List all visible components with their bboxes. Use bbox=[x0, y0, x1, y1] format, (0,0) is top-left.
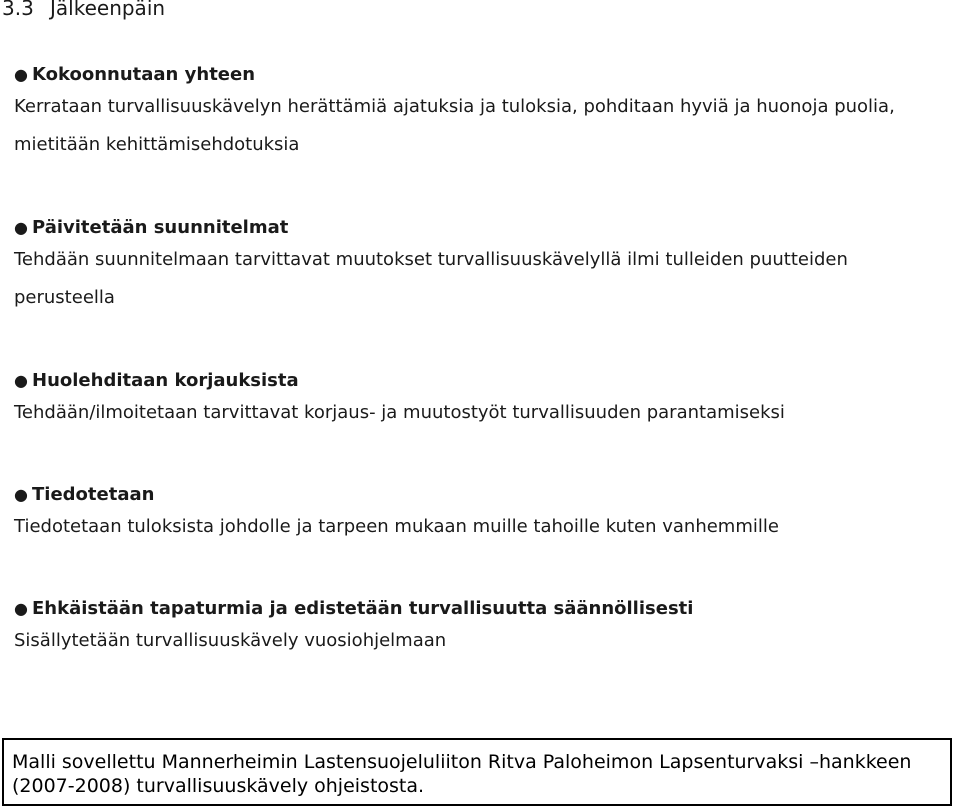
item-heading bbox=[14, 217, 944, 239]
item-heading bbox=[14, 370, 944, 392]
bullet-icon: ● bbox=[14, 65, 28, 84]
list-item bbox=[14, 484, 944, 546]
list-item bbox=[14, 64, 944, 164]
item-heading-text: Ehkäistään tapaturmia ja edistetään turvallisuutta säännöllisesti bbox=[32, 598, 694, 619]
bullet-icon: ● bbox=[14, 218, 28, 237]
item-heading bbox=[14, 598, 944, 620]
item-description: Sisällytetään turvallisuuskävely vuosiohjelmaan bbox=[14, 630, 447, 651]
section-title: Jälkeenpäin bbox=[50, 0, 166, 20]
bullet-icon: ● bbox=[14, 371, 28, 390]
bullet-icon: ● bbox=[14, 599, 28, 618]
item-heading-text: Päivitetään suunnitelmat bbox=[32, 217, 289, 238]
item-heading-text: Kokoonnutaan yhteen bbox=[32, 64, 256, 85]
section-number: 3.3 bbox=[2, 0, 34, 20]
source-note-box bbox=[2, 738, 952, 806]
item-heading bbox=[14, 64, 944, 86]
item-description: Tehdään/ilmoitetaan tarvittavat korjaus- ja muutostyöt turvallisuuden parantamiseksi bbox=[14, 402, 785, 423]
bullet-icon: ● bbox=[14, 485, 28, 504]
item-heading-text: Huolehditaan korjauksista bbox=[32, 370, 299, 391]
item-description: Tehdään suunnitelmaan tarvittavat muutokset turvallisuuskävelyllä ilmi tulleiden puutteiden perusteella bbox=[14, 249, 848, 308]
item-description: Kerrataan turvallisuuskävelyn herättämiä ajatuksia ja tuloksia, pohditaan hyviä ja huonoja puolia, mietitään kehittämisehdotuksia bbox=[14, 96, 895, 155]
list-item bbox=[14, 217, 944, 317]
list-item bbox=[14, 598, 944, 660]
list-item bbox=[14, 370, 944, 432]
source-note-text: Malli sovellettu Mannerheimin Lastensuojeluliiton Ritva Paloheimon Lapsenturvaksi –hankkeen (2007-2008) turvallisuuskävely ohjeistosta. bbox=[12, 751, 912, 797]
item-heading bbox=[14, 484, 944, 506]
section-heading bbox=[0, 0, 165, 20]
item-description: Tiedotetaan tuloksista johdolle ja tarpeen mukaan muille tahoille kuten vanhemmille bbox=[14, 516, 779, 537]
item-heading-text: Tiedotetaan bbox=[32, 484, 155, 505]
